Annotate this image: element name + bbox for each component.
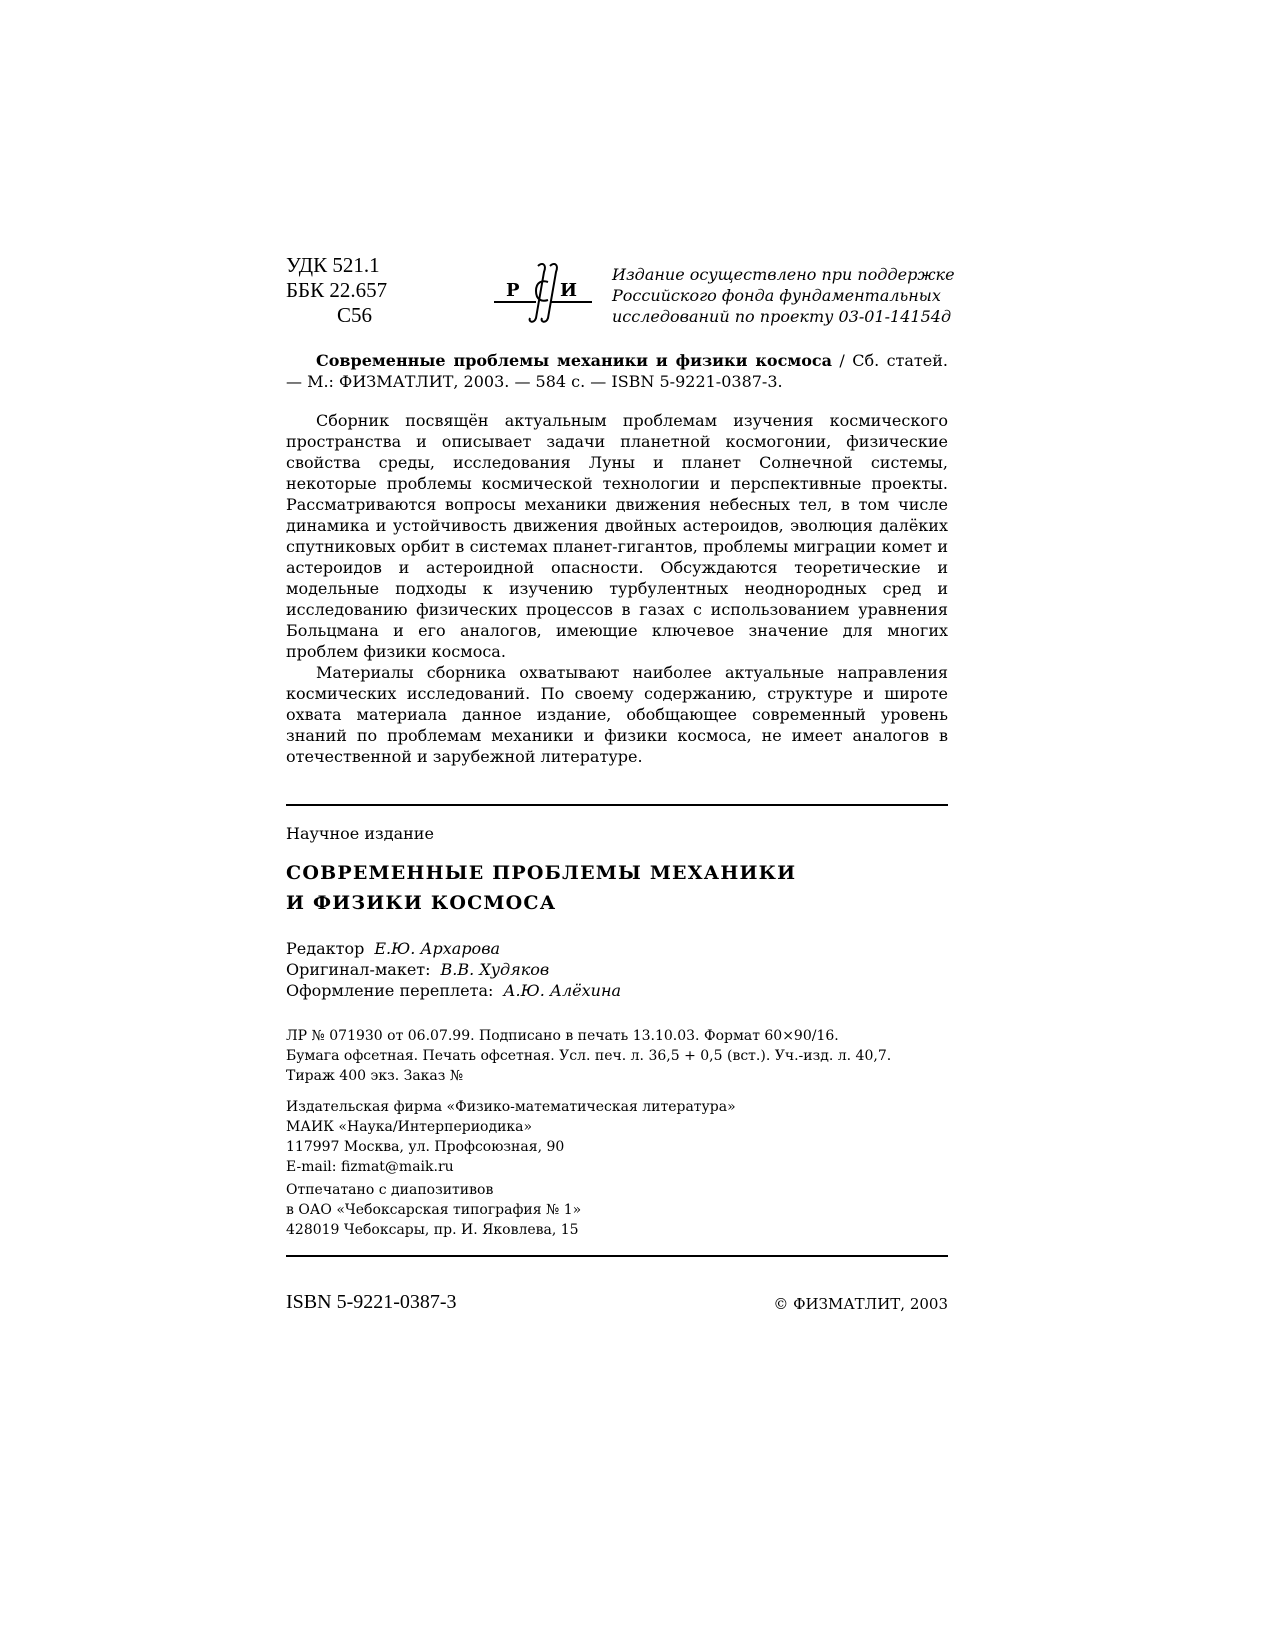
rffi-logo-graphic	[492, 258, 595, 325]
copyright: © ФИЗМАТЛИТ, 2003	[773, 1295, 948, 1313]
rffi-logo	[492, 258, 595, 325]
bbk-code: ББК 22.657	[286, 278, 388, 302]
print-info-line: Тираж 400 экз. Заказ №	[286, 1068, 464, 1084]
credits	[286, 938, 621, 1001]
credit-name: Е.Ю. Архарова	[374, 939, 501, 958]
printer-line: Отпечатано с диапозитивов	[286, 1182, 494, 1198]
support-line: исследований по проекту 03-01-14154д	[612, 307, 952, 326]
publisher-email: E-mail: fizmat@maik.ru	[286, 1159, 454, 1175]
credit-role: Редактор	[286, 939, 365, 958]
abstract-paragraph-1: Сборник посвящён актуальным проблемам изучения космического пространства и описывает задачи планетной космогонии, физические свойства среды, исследования Луны и планет Солнечной системы, некоторые проблемы космической технологии и перспективные проекты. Рассматриваются вопросы механики движения небесных тел, в том числе динамика и устойчивость движения двойных астероидов, эволюция далёких спутниковых орбит в системах планет-гигантов, проблемы миграции комет и астероидов и астероидной опасности. Обсуждаются теоретические и модельные подходы к изучению турбулентных неоднородных сред и исследованию физических процессов в газах с использованием уравнения Больцмана и его аналогов, имеющие ключевое значение для многих проблем физики космоса.	[286, 411, 948, 661]
author-mark: С56	[337, 303, 373, 327]
credit-cover	[286, 980, 621, 1001]
print-info	[286, 1026, 891, 1086]
printer-info	[286, 1180, 581, 1240]
credit-name: А.Ю. Алёхина	[503, 981, 622, 1000]
print-info-line: ЛР № 071930 от 06.07.99. Подписано в печать 13.10.03. Формат 60×90/16.	[286, 1028, 839, 1044]
publisher-line: 117997 Москва, ул. Профсоюзная, 90	[286, 1139, 565, 1155]
logo-letter-left: Р	[506, 280, 520, 301]
biblio-title: Современные проблемы механики и физики космоса	[316, 351, 832, 370]
credit-layout	[286, 959, 621, 980]
publisher-line: Издательская фирма «Физико-математическая литература»	[286, 1099, 736, 1115]
book-title-line-1: СОВРЕМЕННЫЕ ПРОБЛЕМЫ МЕХАНИКИ	[286, 862, 797, 884]
bibliographic-record	[286, 350, 948, 392]
support-line: Российского фонда фундаментальных	[612, 286, 941, 305]
abstract-paragraph-2: Материалы сборника охватывают наиболее актуальные направления космических исследований. По своему содержанию, структуре и широте охвата материала данное издание, обобщающее современный уровень знаний по проблемам механики и физики космоса, не имеет аналогов в отечественной и зарубежной литературе.	[286, 663, 948, 766]
support-line: Издание осуществлено при поддержке	[612, 265, 955, 284]
isbn: ISBN 5-9221-0387-3	[286, 1291, 457, 1313]
support-statement	[612, 264, 955, 327]
edition-kind: Научное издание	[286, 824, 434, 843]
publisher-info	[286, 1097, 736, 1177]
biblio-details: / Сб. статей. — М.: ФИЗМАТЛИТ, 2003. — 584 с. — ISBN 5-9221-0387-3.	[286, 351, 948, 391]
publisher-line: МАИК «Наука/Интерпериодика»	[286, 1119, 533, 1135]
logo-letter-right: И	[560, 280, 578, 301]
printer-line: в ОАО «Чебоксарская типография № 1»	[286, 1202, 582, 1218]
credit-role: Оригинал-макет:	[286, 960, 431, 979]
divider-bottom	[286, 1255, 948, 1257]
classification-codes	[286, 253, 387, 328]
credit-editor	[286, 938, 621, 959]
credit-name: В.В. Худяков	[440, 960, 550, 979]
book-title	[286, 858, 796, 918]
divider-top	[286, 804, 948, 806]
book-title-line-2: И ФИЗИКИ КОСМОСА	[286, 892, 557, 914]
credit-role: Оформление переплета:	[286, 981, 494, 1000]
print-info-line: Бумага офсетная. Печать офсетная. Усл. печ. л. 36,5 + 0,5 (вст.). Уч.-изд. л. 40,7.	[286, 1048, 892, 1064]
abstract	[286, 410, 948, 767]
printer-line: 428019 Чебоксары, пр. И. Яковлева, 15	[286, 1222, 579, 1238]
udk-code: УДК 521.1	[286, 253, 380, 277]
